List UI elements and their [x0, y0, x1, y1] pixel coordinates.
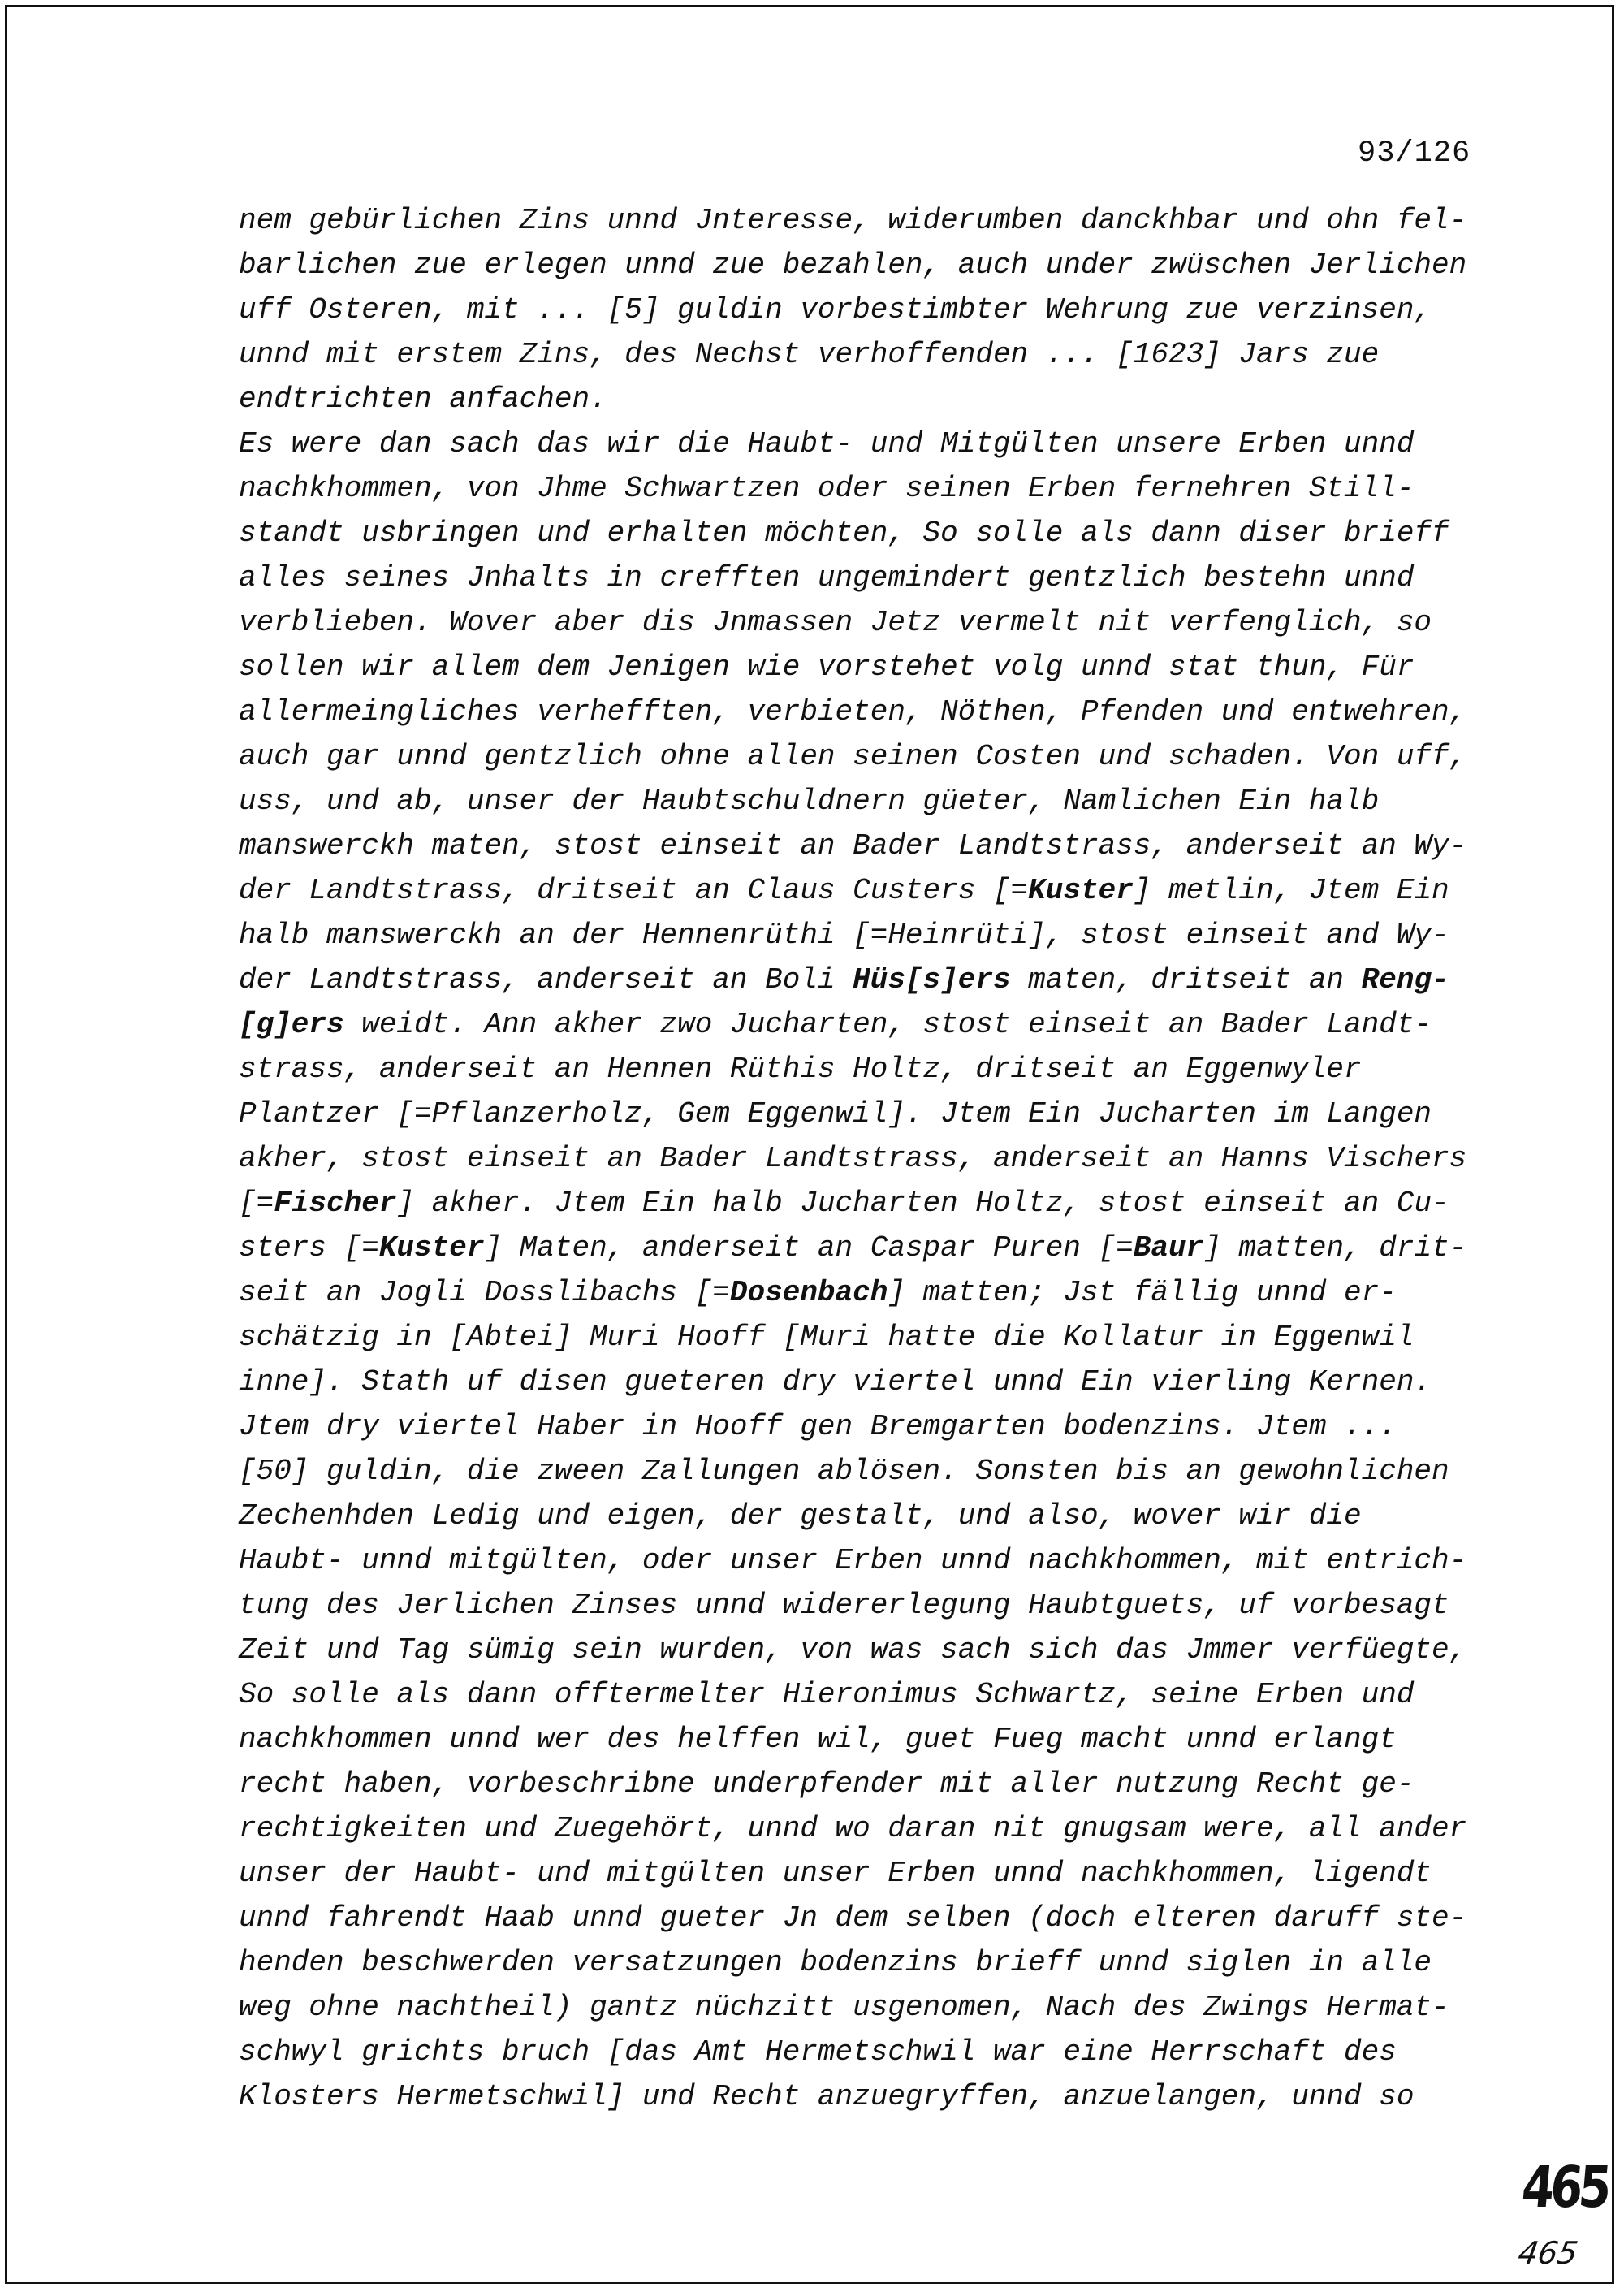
- text-segment: manswerckh maten, stost einseit an Bader Landtstrass, anderseit an Wy-: [239, 829, 1467, 863]
- bold-segment: Baur: [1133, 1231, 1204, 1265]
- text-segment: schwyl grichts bruch [das Amt Hermetschwil war eine Herrschaft des: [239, 2035, 1397, 2069]
- text-line: [239, 511, 1489, 556]
- text-segment: sters [=: [239, 1231, 379, 1265]
- text-segment: weidt. Ann akher zwo Jucharten, stost einseit an Bader Landt-: [343, 1008, 1432, 1041]
- handwritten-page-number-small: 465: [1515, 2235, 1581, 2271]
- text-line: [239, 1002, 1489, 1047]
- bold-segment: Dosenbach: [729, 1276, 888, 1309]
- text-segment: strass, anderseit an Hennen Rüthis Holtz, dritseit an Eggenwyler: [239, 1053, 1362, 1086]
- text-line: [239, 1270, 1489, 1315]
- text-line: [239, 243, 1489, 288]
- text-segment: unnd fahrendt Haab unnd gueter Jn dem selben (doch elteren daruff ste-: [239, 1901, 1467, 1935]
- text-segment: ] akher. Jtem Ein halb Jucharten Holtz, stost einseit an Cu-: [396, 1187, 1449, 1220]
- text-line: [239, 332, 1489, 377]
- text-line: [239, 288, 1489, 332]
- text-segment: ] metlin, Jtem Ein: [1133, 874, 1449, 907]
- text-segment: rechtigkeiten und Zuegehört, unnd wo daran nit gnugsam were, all ander: [239, 1812, 1467, 1845]
- page-number: 93/126: [1358, 136, 1471, 171]
- text-line: [239, 1940, 1489, 1985]
- text-line: [239, 422, 1489, 466]
- text-line: [239, 1717, 1489, 1762]
- text-line: [239, 1226, 1489, 1270]
- text-line: [239, 2074, 1489, 2119]
- text-segment: schätzig in [Abtei] Muri Hooff [Muri hatte die Kollatur in Eggenwil: [239, 1321, 1415, 1354]
- text-segment: unnd mit erstem Zins, des Nechst verhoffenden ... [1623] Jars zue: [239, 338, 1380, 371]
- text-segment: [=: [239, 1187, 274, 1220]
- text-line: [239, 556, 1489, 600]
- text-line: [239, 1806, 1489, 1851]
- text-line: [239, 1628, 1489, 1672]
- text-segment: Klosters Hermetschwil] und Recht anzuegryffen, anzuelangen, unnd so: [239, 2080, 1415, 2113]
- text-segment: standt usbringen und erhalten möchten, So solle als dann diser brieff: [239, 517, 1449, 550]
- text-line: [239, 645, 1489, 690]
- text-line: [239, 779, 1489, 824]
- text-segment: Jtem dry viertel Haber in Hooff gen Bremgarten bodenzins. Jtem ...: [239, 1410, 1397, 1443]
- text-segment: ] matten, drit-: [1203, 1231, 1467, 1265]
- text-segment: So solle als dann offtermelter Hieronimus Schwartz, seine Erben und: [239, 1678, 1415, 1711]
- text-segment: nachkhommen, von Jhme Schwartzen oder seinen Erben fernehren Still-: [239, 472, 1415, 505]
- text-segment: inne]. Stath uf disen gueteren dry viertel unnd Ein vierling Kernen.: [239, 1365, 1432, 1399]
- text-line: [239, 1494, 1489, 1538]
- text-segment: endtrichten anfachen.: [239, 383, 607, 416]
- text-line: [239, 1360, 1489, 1404]
- text-segment: akher, stost einseit an Bader Landtstrass, anderseit an Hanns Vischers: [239, 1142, 1467, 1175]
- text-segment: weg ohne nachtheil) gantz nüchzitt usgenomen, Nach des Zwings Hermat-: [239, 1991, 1449, 2024]
- text-line: [239, 1896, 1489, 1940]
- text-line: [239, 958, 1489, 1002]
- text-line: [239, 600, 1489, 645]
- bold-segment: Kuster: [378, 1231, 485, 1265]
- text-segment: sollen wir allem dem Jenigen wie vorstehet volg unnd stat thun, Für: [239, 651, 1415, 684]
- text-line: [239, 1315, 1489, 1360]
- text-line: [239, 466, 1489, 511]
- text-segment: henden beschwerden versatzungen bodenzins brieff unnd siglen in alle: [239, 1946, 1432, 1979]
- text-line: [239, 1672, 1489, 1717]
- bold-segment: Fischer: [274, 1187, 397, 1220]
- text-line: [239, 913, 1489, 958]
- text-line: [239, 377, 1489, 422]
- text-line: [239, 1181, 1489, 1226]
- bold-segment: [g]ers: [239, 1008, 344, 1041]
- text-segment: allermeingliches verhefften, verbieten, Nöthen, Pfenden und entwehren,: [239, 695, 1467, 729]
- text-line: [239, 734, 1489, 779]
- bold-segment: Hüs[s]ers: [853, 963, 1011, 997]
- text-segment: Haubt- unnd mitgülten, oder unser Erben unnd nachkhommen, mit entrich-: [239, 1544, 1467, 1577]
- text-segment: tung des Jerlichen Zinses unnd widererlegung Haubtguets, uf vorbesagt: [239, 1589, 1449, 1622]
- text-segment: auch gar unnd gentzlich ohne allen seinen Costen und schaden. Von uff,: [239, 740, 1467, 773]
- text-line: [239, 868, 1489, 913]
- text-segment: uss, und ab, unser der Haubtschuldnern güeter, Namlichen Ein halb: [239, 785, 1380, 818]
- text-segment: verblieben. Wover aber dis Jnmassen Jetz vermelt nit verfenglich, so: [239, 606, 1432, 639]
- text-line: [239, 824, 1489, 868]
- text-segment: ] matten; Jst fällig unnd er-: [888, 1276, 1397, 1309]
- text-segment: Zechenhden Ledig und eigen, der gestalt, und also, wover wir die: [239, 1499, 1362, 1533]
- text-segment: seit an Jogli Dosslibachs [=: [239, 1276, 730, 1309]
- text-segment: Zeit und Tag sümig sein wurden, von was sach sich das Jmmer verfüegte,: [239, 1633, 1467, 1667]
- text-line: [239, 1449, 1489, 1494]
- text-line: [239, 1538, 1489, 1583]
- text-segment: nem gebürlichen Zins unnd Jnteresse, widerumben danckhbar und ohn fel-: [239, 204, 1467, 237]
- text-segment: unser der Haubt- und mitgülten unser Erben unnd nachkhommen, ligendt: [239, 1857, 1432, 1890]
- handwritten-page-number: 465: [1518, 2154, 1611, 2221]
- text-segment: uff Osteren, mit ... [5] guldin vorbestimbter Wehrung zue verzinsen,: [239, 293, 1432, 327]
- document-body: [239, 198, 1489, 2119]
- text-segment: maten, dritseit an: [1010, 963, 1362, 997]
- text-line: [239, 1092, 1489, 1136]
- text-line: [239, 198, 1489, 243]
- text-segment: der Landtstrass, dritseit an Claus Custers [=: [239, 874, 1029, 907]
- text-line: [239, 1404, 1489, 1449]
- text-segment: Es were dan sach das wir die Haubt- und Mitgülten unsere Erben unnd: [239, 427, 1415, 461]
- text-segment: alles seines Jnhalts in crefften ungemindert gentzlich bestehn unnd: [239, 561, 1415, 595]
- text-segment: recht haben, vorbeschribne underpfender mit aller nutzung Recht ge-: [239, 1767, 1415, 1801]
- text-segment: ] Maten, anderseit an Caspar Puren [=: [484, 1231, 1134, 1265]
- text-line: [239, 1851, 1489, 1896]
- text-line: [239, 1583, 1489, 1628]
- text-segment: nachkhommen unnd wer des helffen wil, guet Fueg macht unnd erlangt: [239, 1723, 1397, 1756]
- text-line: [239, 1985, 1489, 2030]
- text-segment: halb manswerckh an der Hennenrüthi [=Heinrüti], stost einseit and Wy-: [239, 919, 1449, 952]
- text-line: [239, 2030, 1489, 2074]
- bold-segment: Reng-: [1361, 963, 1449, 997]
- text-line: [239, 1136, 1489, 1181]
- text-segment: [50] guldin, die zween Zallungen ablösen. Sonsten bis an gewohnlichen: [239, 1455, 1449, 1488]
- bold-segment: Kuster: [1028, 874, 1134, 907]
- text-segment: Plantzer [=Pflanzerholz, Gem Eggenwil]. Jtem Ein Jucharten im Langen: [239, 1097, 1432, 1131]
- text-line: [239, 1762, 1489, 1806]
- text-line: [239, 690, 1489, 734]
- text-segment: der Landtstrass, anderseit an Boli: [239, 963, 853, 997]
- text-line: [239, 1047, 1489, 1092]
- text-segment: barlichen zue erlegen unnd zue bezahlen, auch under zwüschen Jerlichen: [239, 249, 1467, 282]
